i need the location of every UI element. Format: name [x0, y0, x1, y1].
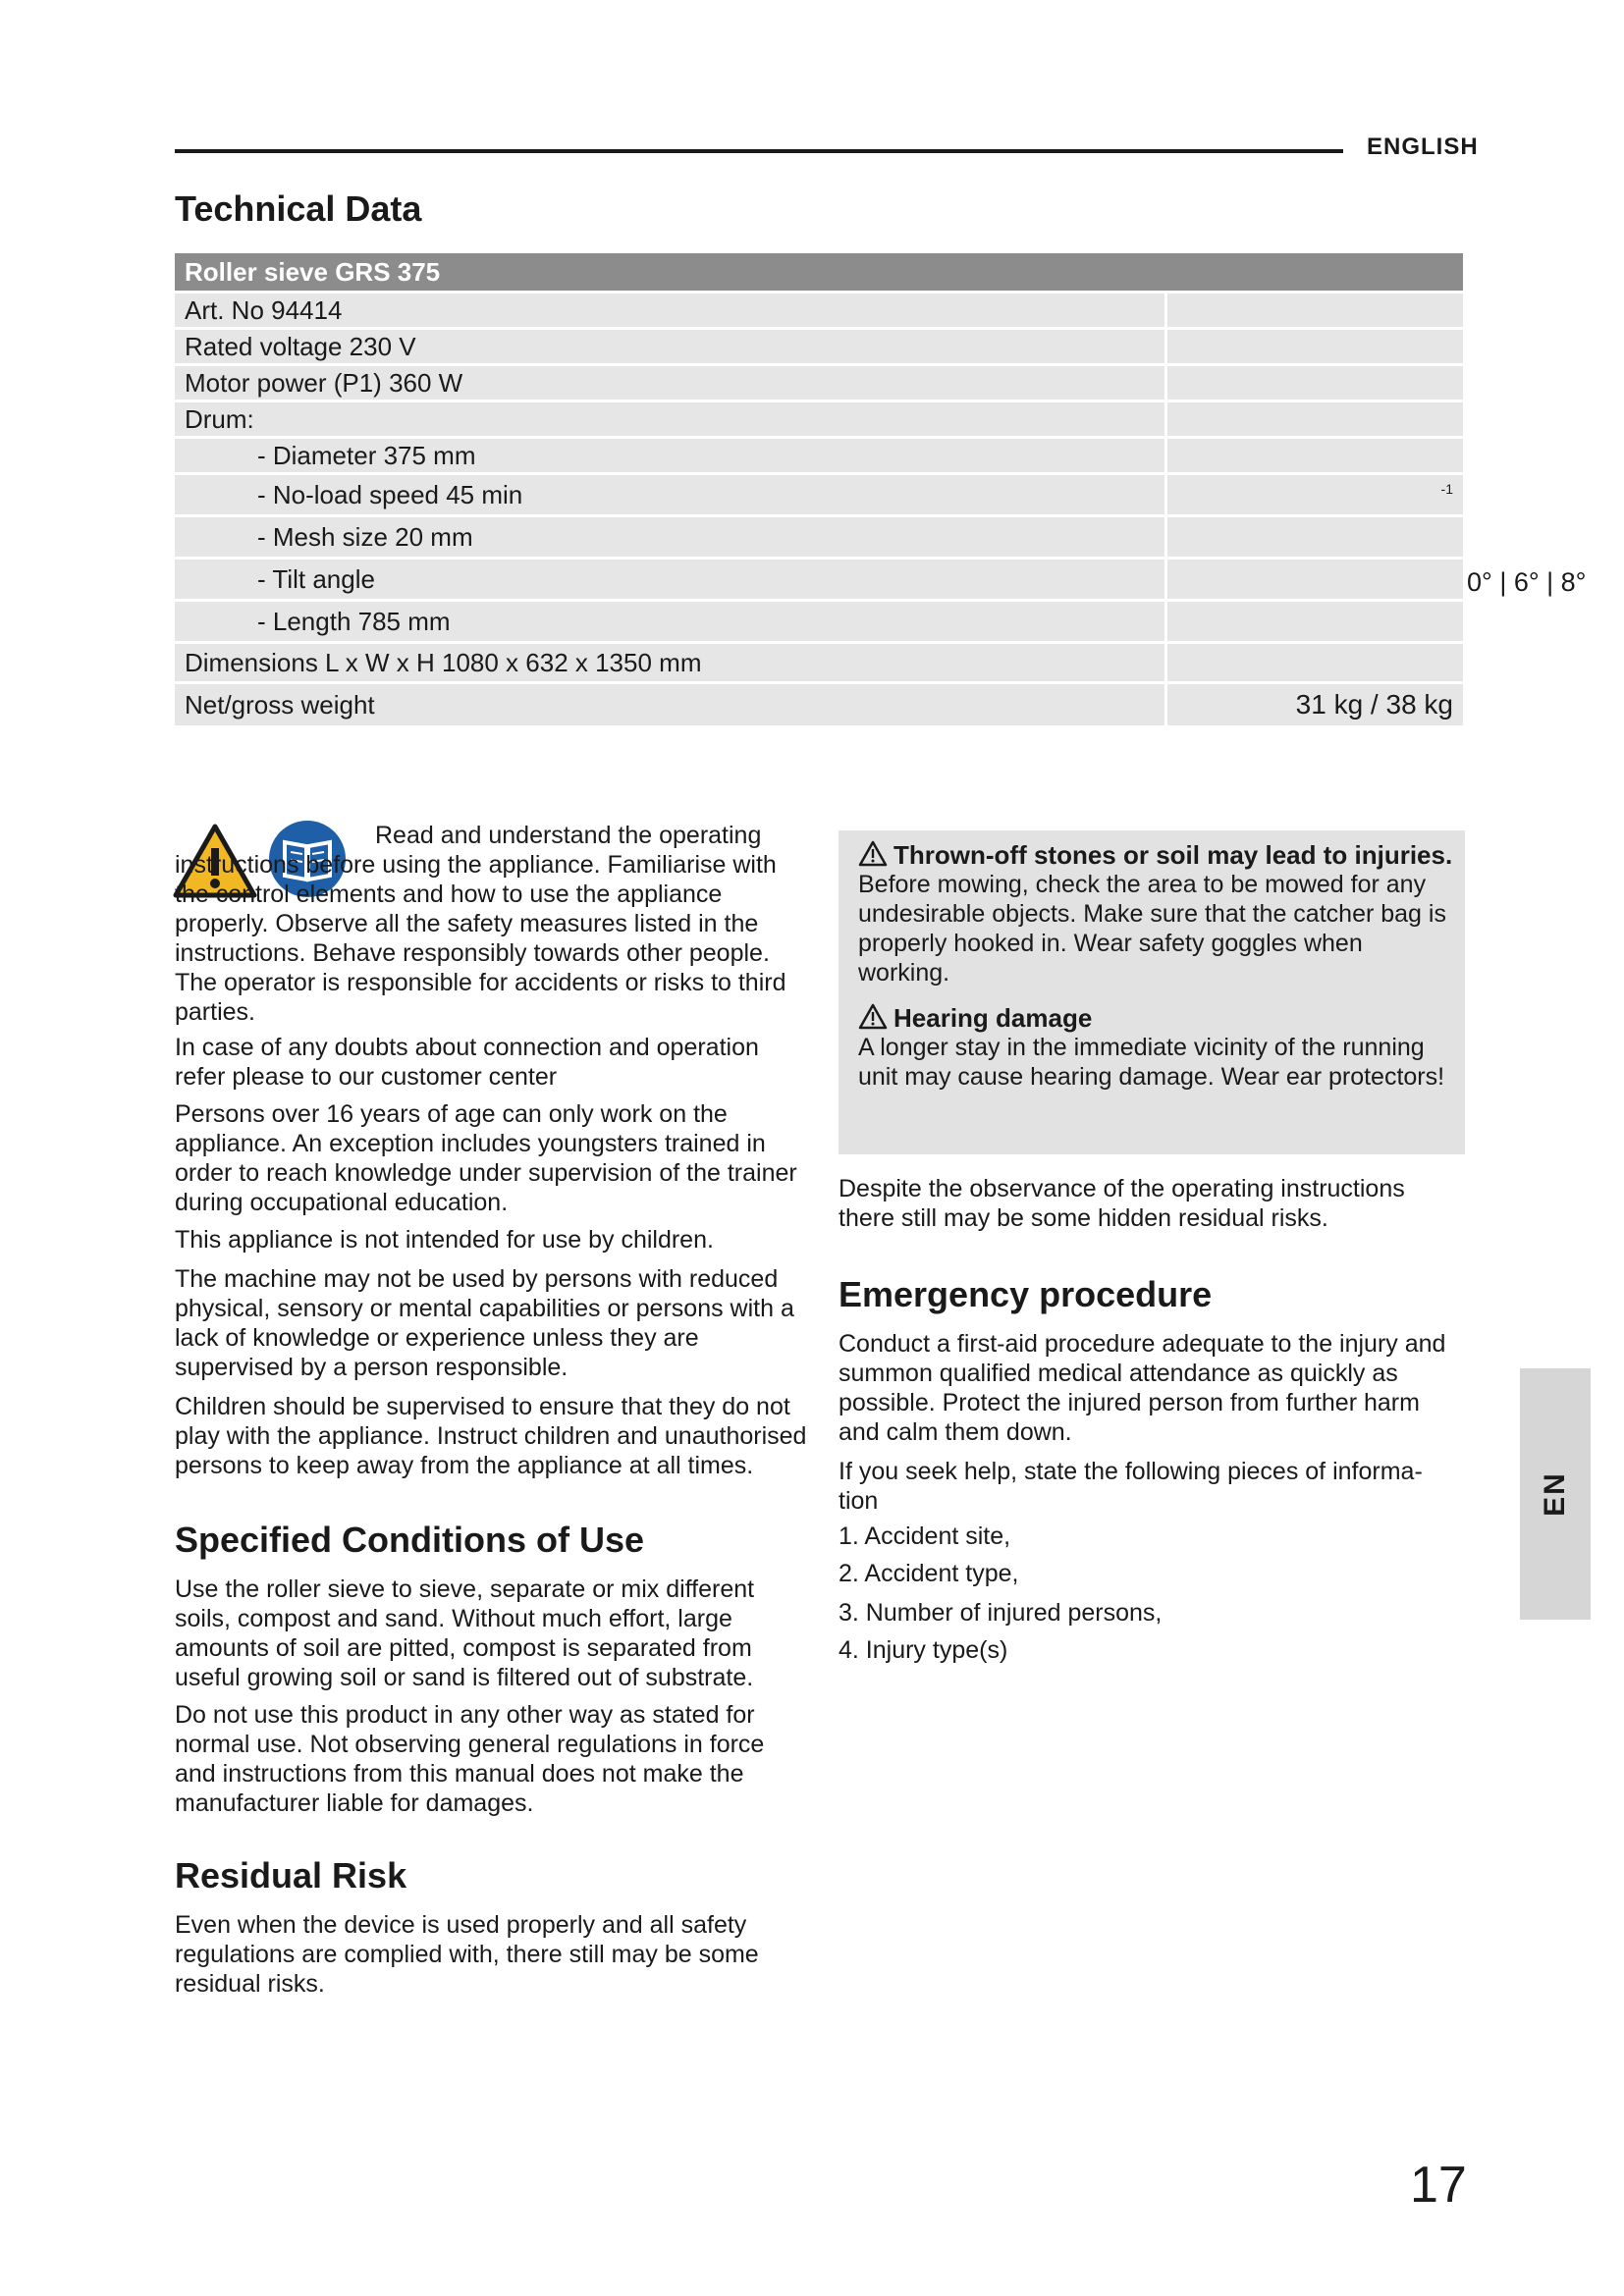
safety-intro: Read and understand the operating instructions before using the appliance. Familiarise with the control elements and how to use the appliance properly. Observe all the safety measures listed in the instructions. Behave responsibly towards other people. The operator is responsible for accidents or risks to third parties. [175, 822, 786, 1026]
table-row [175, 402, 1463, 436]
residual-risk-heading: Residual Risk [175, 1855, 407, 1896]
safety-paragraph: This appliance is not intended for use by children. [175, 1226, 714, 1254]
header-rule [175, 149, 1343, 153]
table-row [175, 366, 1463, 400]
language-label: ENGLISH [1367, 133, 1479, 160]
warning-title: Hearing damage [858, 1003, 1453, 1033]
table-row [175, 644, 1463, 681]
warning-title: Thrown-off stones or soil may lead to injuries. [858, 840, 1453, 870]
language-side-tab [1520, 1368, 1591, 1620]
unit-superscript: -1 [1440, 481, 1453, 497]
table-title: Roller sieve GRS 375 [175, 253, 1463, 291]
table-cell-value [1167, 475, 1463, 514]
table-cell-label: - Diameter 375 mm [175, 439, 1164, 472]
emergency-list [839, 1522, 1447, 1673]
table-cell-value: 31 kg / 38 kg [1167, 684, 1463, 725]
table-cell-label: - Length 785 mm [175, 602, 1164, 641]
table-cell-value [1167, 560, 1463, 599]
table-row [175, 475, 1463, 514]
technical-data-table [175, 253, 1463, 728]
list-item: 3. Number of injured persons, [839, 1599, 1163, 1627]
list-item: 4. Injury type(s) [839, 1636, 1008, 1664]
table-cell-value [1167, 366, 1463, 400]
table-cell-value [1167, 517, 1463, 557]
table-cell-value [1167, 602, 1463, 641]
safety-paragraph: Children should be supervised to ensure that they do not play with the appliance. Instruct children and unauthorised persons to keep away from the appliance at all times. [175, 1393, 807, 1479]
side-tab-label: EN [1539, 1471, 1571, 1517]
technical-data-heading: Technical Data [175, 188, 422, 229]
table-cell-value [1167, 439, 1463, 472]
emergency-paragraph: If you seek help, state the following pieces of informa-tion [839, 1458, 1423, 1515]
table-row [175, 684, 1463, 725]
warning-text: A longer stay in the immediate vicinity of the running unit may cause hearing damage. Wear ear protectors! [858, 1034, 1445, 1091]
table-cell-value [1167, 402, 1463, 436]
caution-icon [858, 840, 888, 867]
table-cell-label: Art. No 94414 [175, 294, 1164, 327]
warning-block [858, 840, 1453, 1092]
table-cell-label: - Tilt angle [175, 560, 1164, 599]
conditions-paragraph: Do not use this product in any other way as stated for normal use. Not observing general regulations in force and instructions from this manual does not make the manufacturer liable for damages. [175, 1701, 765, 1817]
tilt-angle-values: 0° | 6° | 8° [1467, 567, 1587, 597]
table-cell-value [1167, 294, 1463, 327]
table-cell-label: Motor power (P1) 360 W [175, 366, 1164, 400]
table-row [175, 294, 1463, 327]
table-cell-label: Rated voltage 230 V [175, 330, 1164, 363]
safety-paragraph: In case of any doubts about connection and operation refer please to our customer center [175, 1034, 759, 1091]
table-cell-label: Net/gross weight [175, 684, 1164, 725]
table-row [175, 330, 1463, 363]
emergency-heading: Emergency procedure [839, 1274, 1213, 1314]
table-cell-label: Drum: [175, 402, 1164, 436]
residual-risk-paragraph: Even when the device is used properly and all safety regulations are complied with, there still may be some residual risks. [175, 1911, 759, 1998]
list-item: 1. Accident site, [839, 1522, 1011, 1550]
table-cell-label: - No-load speed 45 min [175, 475, 1164, 514]
table-row [175, 517, 1463, 557]
table-row [175, 439, 1463, 472]
table-row [175, 602, 1463, 641]
table-cell-label: - Mesh size 20 mm [175, 517, 1164, 557]
table-cell-label: Dimensions L x W x H 1080 x 632 x 1350 mm [175, 644, 1164, 681]
hidden-risks-note: Despite the observance of the operating instructions there still may be some hidden residual risks. [839, 1175, 1405, 1232]
table-cell-value [1167, 644, 1463, 681]
safety-paragraph: Persons over 16 years of age can only work on the appliance. An exception includes youngsters trained in order to reach knowledge under supervision of the trainer during occupational education. [175, 1100, 797, 1216]
safety-paragraph: The machine may not be used by persons with reduced physical, sensory or mental capabilities or persons with a lack of knowledge or experience unless they are supervised by a person responsible. [175, 1265, 794, 1381]
conditions-heading: Specified Conditions of Use [175, 1520, 645, 1560]
caution-icon [858, 1003, 888, 1030]
page-number: 17 [1410, 2157, 1467, 2214]
emergency-paragraph: Conduct a first-aid procedure adequate to the injury and summon qualified medical attendance as quickly as possible. Protect the injured person from further harm and calm them down. [839, 1330, 1446, 1446]
warning-text: Before mowing, check the area to be mowed for any undesirable objects. Make sure that the catcher bag is properly hooked in. Wear safety goggles when working. [858, 871, 1446, 987]
table-row [175, 560, 1463, 599]
list-item: 2. Accident type, [839, 1560, 1019, 1587]
conditions-paragraph: Use the roller sieve to sieve, separate or mix different soils, compost and sand. Without much effort, large amounts of soil are pitted, compost is separated from useful growing soil or sand is filtered out of substrate. [175, 1575, 755, 1691]
table-cell-value [1167, 330, 1463, 363]
